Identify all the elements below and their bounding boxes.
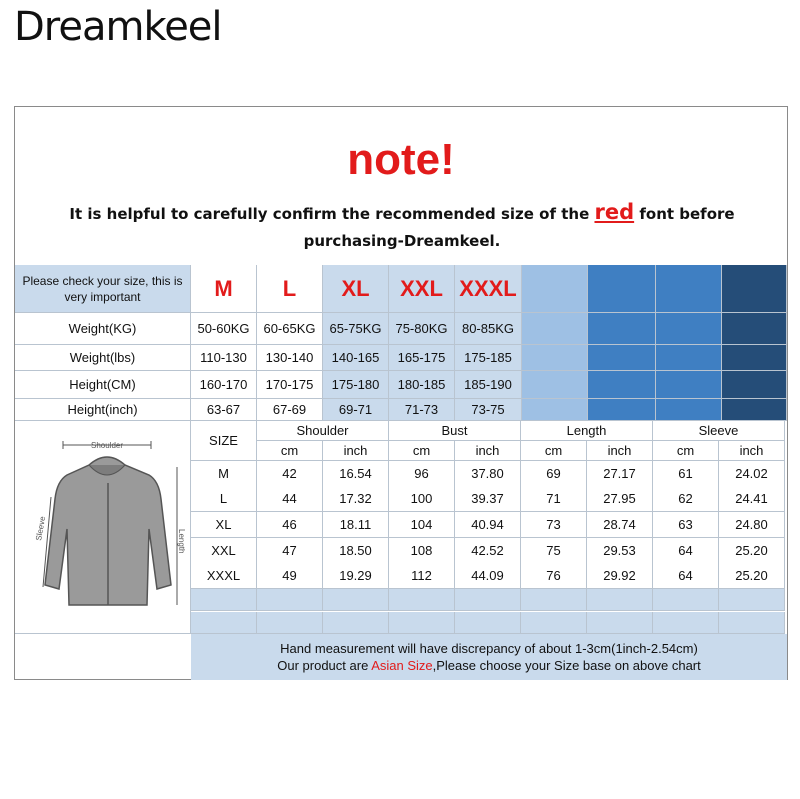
measure-cell: 75 [521, 538, 587, 564]
measure-cell: 62 [653, 486, 719, 512]
measure-cell: 18.11 [323, 512, 389, 538]
measure-empty-cell [653, 612, 719, 634]
measure-empty-cell [521, 589, 587, 611]
measure-empty-cell [389, 589, 455, 611]
measure-empty-cell [257, 612, 323, 634]
measure-cell: 108 [389, 538, 455, 564]
measure-size-label: SIZE [191, 421, 257, 461]
size-cell: 73-75 [455, 399, 522, 421]
size-cell-blank [722, 313, 787, 345]
size-chart-frame [14, 106, 788, 680]
size-cell-blank [722, 345, 787, 371]
size-header-1: L [257, 265, 323, 313]
measure-cell: 47 [257, 538, 323, 564]
size-cell-blank [522, 399, 588, 421]
size-cell-blank [588, 313, 656, 345]
size-cell: 69-71 [323, 399, 389, 421]
measure-group-0: Shoulder [257, 421, 389, 441]
size-header-label: Please check your size, this is very important [15, 265, 191, 313]
size-header-4: XXXL [455, 265, 522, 313]
measure-unit: inch [323, 441, 389, 461]
footer-line2: Our product are Asian Size,Please choose your Size base on above chart [277, 658, 701, 673]
size-header-blank [656, 265, 722, 313]
measure-empty-cell [587, 589, 653, 611]
measure-row-size: XXL [191, 538, 257, 564]
size-cell-blank [656, 313, 722, 345]
footer-line1: Hand measurement will have discrepancy of about 1-3cm(1inch-2.54cm) [280, 641, 698, 656]
measure-cell: 42.52 [455, 538, 521, 564]
size-header-0: M [191, 265, 257, 313]
measure-unit: cm [257, 441, 323, 461]
measure-cell: 25.20 [719, 538, 785, 564]
measure-cell: 24.80 [719, 512, 785, 538]
length-label: Length [177, 529, 186, 554]
sleeve-label: Sleeve [34, 515, 48, 542]
measure-group-2: Length [521, 421, 653, 441]
note-message [55, 199, 749, 255]
measure-row-size: L [191, 486, 257, 512]
measure-row-size: XL [191, 512, 257, 538]
size-cell: 75-80KG [389, 313, 455, 345]
measure-cell: 46 [257, 512, 323, 538]
size-header-3: XXL [389, 265, 455, 313]
size-cell-blank [722, 371, 787, 399]
size-row-label: Weight(KG) [15, 313, 191, 345]
measure-cell: 71 [521, 486, 587, 512]
measure-empty-cell [455, 612, 521, 634]
measure-cell: 44.09 [455, 563, 521, 589]
measure-row-size: XXXL [191, 563, 257, 589]
size-cell: 180-185 [389, 371, 455, 399]
size-cell: 80-85KG [455, 313, 522, 345]
measure-row-size: M [191, 461, 257, 487]
size-cell-blank [656, 371, 722, 399]
note-title: note! [347, 135, 455, 184]
size-row-label: Height(CM) [15, 371, 191, 399]
measure-cell: 27.95 [587, 486, 653, 512]
measure-unit: inch [719, 441, 785, 461]
measure-cell: 39.37 [455, 486, 521, 512]
measure-cell: 28.74 [587, 512, 653, 538]
measure-cell: 100 [389, 486, 455, 512]
measure-cell: 104 [389, 512, 455, 538]
hoodie-diagram [33, 437, 186, 627]
measure-cell: 61 [653, 461, 719, 487]
size-row-label: Height(inch) [15, 399, 191, 421]
footer-note [191, 634, 787, 680]
size-cell-blank [722, 399, 787, 421]
measure-empty-cell [257, 589, 323, 611]
measure-empty-cell [719, 589, 785, 611]
measure-empty-cell [323, 612, 389, 634]
measure-unit: cm [389, 441, 455, 461]
measure-unit: cm [521, 441, 587, 461]
measure-unit: inch [455, 441, 521, 461]
shoulder-label: Shoulder [90, 441, 124, 450]
size-cell: 130-140 [257, 345, 323, 371]
size-cell: 65-75KG [323, 313, 389, 345]
measure-cell: 69 [521, 461, 587, 487]
note-line1-red: red [594, 200, 635, 224]
measure-empty-cell [389, 612, 455, 634]
size-cell: 60-65KG [257, 313, 323, 345]
size-header-blank [588, 265, 656, 313]
measure-cell: 27.17 [587, 461, 653, 487]
measure-cell: 37.80 [455, 461, 521, 487]
measure-cell: 17.32 [323, 486, 389, 512]
measure-cell: 73 [521, 512, 587, 538]
measure-group-1: Bust [389, 421, 521, 441]
measure-group-3: Sleeve [653, 421, 785, 441]
size-cell: 67-69 [257, 399, 323, 421]
measure-cell: 25.20 [719, 563, 785, 589]
measure-empty-cell [719, 612, 785, 634]
size-cell: 71-73 [389, 399, 455, 421]
size-cell: 175-180 [323, 371, 389, 399]
measure-cell: 44 [257, 486, 323, 512]
measure-empty-cell [323, 589, 389, 611]
size-cell: 175-185 [455, 345, 522, 371]
size-header-2: XL [323, 265, 389, 313]
note-line1-before: It is helpful to carefully confirm the recommended size of the [69, 205, 590, 223]
size-cell-blank [588, 371, 656, 399]
measure-empty-cell [455, 589, 521, 611]
size-cell-blank [656, 345, 722, 371]
size-cell: 140-165 [323, 345, 389, 371]
measure-empty-cell [587, 612, 653, 634]
measure-cell: 29.53 [587, 538, 653, 564]
measure-cell: 16.54 [323, 461, 389, 487]
size-cell: 160-170 [191, 371, 257, 399]
measure-cell: 76 [521, 563, 587, 589]
measure-cell: 63 [653, 512, 719, 538]
size-cell: 165-175 [389, 345, 455, 371]
measure-cell: 49 [257, 563, 323, 589]
size-cell: 63-67 [191, 399, 257, 421]
measure-cell: 42 [257, 461, 323, 487]
measure-empty-cell [521, 612, 587, 634]
size-cell-blank [522, 371, 588, 399]
measure-empty-cell [653, 589, 719, 611]
size-cell-blank [656, 399, 722, 421]
size-cell-blank [522, 313, 588, 345]
measure-cell: 40.94 [455, 512, 521, 538]
size-cell-blank [588, 399, 656, 421]
size-header-blank [722, 265, 787, 313]
size-row-label: Weight(lbs) [15, 345, 191, 371]
measure-cell: 19.29 [323, 563, 389, 589]
measure-cell: 64 [653, 538, 719, 564]
measure-cell: 24.02 [719, 461, 785, 487]
size-header-blank [522, 265, 588, 313]
note-line1-after: font before [639, 205, 735, 223]
size-cell-blank [522, 345, 588, 371]
measure-cell: 96 [389, 461, 455, 487]
measure-cell: 64 [653, 563, 719, 589]
note-line2: purchasing-Dreamkeel. [303, 232, 501, 250]
size-cell-blank [588, 345, 656, 371]
measure-unit: cm [653, 441, 719, 461]
measure-cell: 18.50 [323, 538, 389, 564]
size-cell: 170-175 [257, 371, 323, 399]
measure-cell: 29.92 [587, 563, 653, 589]
measure-empty-cell [191, 612, 257, 634]
size-cell: 185-190 [455, 371, 522, 399]
size-cell: 110-130 [191, 345, 257, 371]
measure-cell: 112 [389, 563, 455, 589]
size-cell: 50-60KG [191, 313, 257, 345]
measure-cell: 24.41 [719, 486, 785, 512]
brand-logo: Dreamkeel [14, 4, 222, 50]
measure-unit: inch [587, 441, 653, 461]
measure-empty-cell [191, 589, 257, 611]
